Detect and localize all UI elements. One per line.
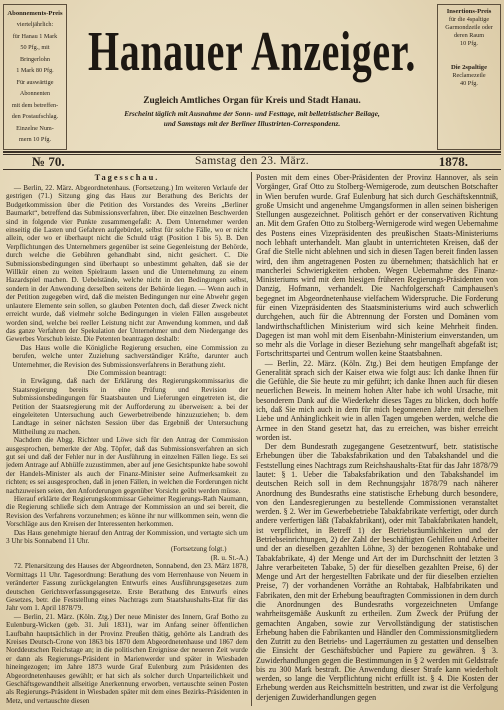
subscription-price-line: Einzelne Num- [16, 124, 54, 132]
column-2-body [256, 173, 498, 706]
subscription-price-line: 50 Pfg., mit [20, 44, 50, 52]
article-paragraph: 72. Plenarsitzung des Hauses der Abgeordneten, Sonnabend, den 23. März 1878, Vormittags 11 Uhr. Tagesordnung: Berathung des vom Herrenhause von Neuem in veränderter Fassung zurückgelangten Entwurfs eines Ausführungsgesetzes zum deutschen Gerichtsverfassungsgesetze. Erste Berathung des Entwurfs eines Gesetzes, betr. die Feststellung eines Nachtrags zum Staatshaushalts-Etat für das Jahr vom 1. April 1878/79. [6, 562, 248, 613]
article-paragraph: — Berlin, 22. März. Abgeordnetenhaus. (Fortsetzung.) Im weiteren Verlaufe der gestrigen (71.) Sitzung ging das Haus zur Berathung des Berichts der Budgetkommission über die Petition des Vorstandes des Vereins „Berliner Baumarkt“, betreffend das Submissionsverfahren, über. Die einzelnen Beschwerden sind in folgende vier Punkte zusammengefaßt: A. Dem Unternehmer werden einseitig die Lasten und Gefahren aufgebürdet, selbst für solche Fälle, wo er nicht allein, oder wo er überhaupt nicht die Schuld trägt (Position 1 bis 5). B. Den Verpflichtungen des Unternehmers gegenüber ist seine Gegenleistung der Behörde, durch welche die Gebühren gehandhabt sind, nicht gesichert. C. Die Submissionsbedingungen sind überhaupt so unbestimmt gehalten, daß sie der Willkür einen zu weiten Spielraum lassen und die Unternehmung zu einem Hazardspiel machen. D. Uebelstände, welche nicht in den Bedingungen selbst, sondern in der Anwendung derselben seitens der Behörde liegen. — Wenn auch in der Petition zugegeben wird, daß die meisten Bedingungen nur eine Abwehr gegen unlautere Elemente sein sollen, so glauben Petenten doch, daß dieser Zweck nicht erreicht wurde, daß vielmehr solche Bedingungen in vielen Fällen ausgebeutet worden sind, welche bei reeller Leistung nicht zur Anwendung kommen, und daß das ganze Verfahren der Spekulation der Unternehmer und dem Niedergange des Gewerbes Vorschub leiste. Die Petenten beantragen deshalb: [6, 184, 248, 344]
article-paragraph: — Berlin, 21. März. (Köln. Ztg.) Der neue Minister des Innern, Graf Botho zu Eulenburg-Wicken (geb. 31. Juli 1831), war im Anfang seiner öffentlichen Laufbahn hauptsächlich in der Provinz Preußen thätig, gehörte als Landrath des Kreises Deutsch-Crone von 1863 bis 1870 dem Abgeordnetenhause und 1867 dem Norddeutschen Reichstage an; in die politischen Ereignisse der neueren Zeit wurde er dann als Regierungs-Präsident in Marienwerder und später in Wiesbaden hineingezogen; im Jahre 1873 wurde Graf Eulenburg zum Präsidenten des Abgeordnetenhauses gewählt; er hat sich als solcher durch Unparteilichkeit und Geschäftsgewandtheit allseitige Anerkennung erworben, vertauschte seinen Posten als Regierungs-Präsident in Wiesbaden später mit dem eines Bezirks-Präsidenten in Metz, und vertauschte diesen [6, 612, 248, 705]
subscription-price-line: den Postaufschlag. [11, 113, 59, 121]
dateline-bottom-rule [3, 169, 501, 170]
column-1-body [6, 184, 248, 706]
continuation-note: (Fortsetzung folgt.) [170, 545, 227, 554]
advertising-rate-group [440, 8, 498, 48]
column-1 [6, 173, 248, 706]
advertising-rate-group [440, 64, 498, 88]
subscription-price-line: mern 10 Pfg. [18, 136, 52, 144]
advertising-price-line: 40 Pfg. [460, 80, 478, 87]
article-paragraph: — Berlin, 22. März. (Köln. Ztg.) Bei dem heutigen Empfange der Generalität sprach sich der Kaiser etwa wie folgt aus: Ich danke Ihnen für die Gefühle, die Sie heute zu mir geführt; ich danke Ihnen auch für diesen neuerlichen Beweis. In meinem hohen Alter habe ich wohl Ursache, mit besonderem Dank auf die Wiederkehr dieses Tages zu blicken, doch hoffe ich, daß Sie mich auch in dem für mich begonnenen Jahre mit derselben Liebe und Anhänglichkeit wie in allen Tagen umgeben werden, welche die Armee in den Stand gesetzt hat, das zu erreichen, was bisher erreicht worden ist. [256, 358, 498, 442]
article-paragraph: Hierauf erklärte der Regierungskommissar Geheimer Regierungs-Rath Naumann, die Regierung schließe sich dem Antrage der Kommission an und sei bereit, die Revision des Verfahrens vorzunehmen; es könne ihr nur willkommen sein, wenn die Vorschläge aus den Kreisen der Interessenten herkommen. [6, 495, 248, 529]
advertising-price-line: Die 2spaltige [450, 64, 488, 71]
resolution-text: Das Haus wolle die Königliche Regierung ersuchen, eine Commission zu berufen, welche unter Zuziehung sachverständiger Kräfte, darunter auch Unternehmer, die Revision des Submissionsverfahrens in Berathung zieht. [12, 343, 248, 369]
resolution-text: in Erwägung, daß nach der Erklärung des Regierungskommissarius die Staatsregierung bereits in eine Prüfung und Revision der Submissionsbedingungen für Staatsbauten und Lieferungen eingetreten ist, die Petition der Staatsregierung mit der Aufforderung zu überweisen: a. bei der eingeleiteten Untersuchung auch Gewerbetreibende hinzuzuziehen; b. dem Landtage in seiner nächsten Session über das Ergebniß der Untersuchung Mittheilung zu machen. [12, 377, 248, 436]
issue-number: № 70. [32, 154, 65, 169]
subscription-price-line: Abonnements-Preis [7, 9, 63, 17]
advertising-price-line: 10 Pfg. [460, 40, 478, 47]
newspaper-title: Hanauer Anzeiger. [88, 19, 416, 83]
article-paragraph: Der dem Bundesrath zugegangene Gesetzentwurf, betr. statistische Erhebungen über die Tabaksfabrikation und den Tabakshandel und die Feststellung eines Nachtrags zum Reichshaushalts-Etat für das Jahr 1878/79 lautet: § 1. Ueber die Tabaksfabrikation und den Tabakshandel im deutschen Reich soll in dem Rechnungsjahr 1878/79 nach näherer Anordnung des Bundesraths eine statistische Erhebung durch besondere, von den Landesregierungen zu bestellende Commissionen veranstaltet werden. § 2. Wer im Gewerbebetriebe Tabakfabrikate verfertigt, oder durch andere verfertigen läßt (Tabakfabrikant), oder mit Tabakfabrikaten handelt, ist verpflichtet, in Betreff 1) der Betriebsräumlichkeiten und der Betriebseinrichtungen, 2) der Zahl der beschäftigten Gehilfen und Arbeiter und der an dieselben gezahlten Löhne, 3) der bezogenen Rohtabake und Tabakfabrikate, 4) der Menge und Art der im Durchschnitt der letzten 3 Jahre verarbeiteten Tabake, 5) der für dieselben gezahlten Preise, 6) der Menge und Art der hergestellten Fabrikate und der für dieselben erzielten Preise, 7) der vorhandenen Vorräthe an Rohtabak, Halbfabrikaten und Fabrikaten, den mit der Erhebung beauftragten Commissionen in dem durch die Anordnungen des Bundesraths vorgezeichneten Umfange wahrheitsgemäße Auskunft zu ertheilen. Zum Zweck der Prüfung der gemachten Angaben, sowie zur Vervollständigung der statistischen Erhebung haben die Fabrikanten und Händler den Commissionsmitgliedern den Zutritt zu den Betriebs- und Lagerräumen zu gestatten und denselben die Einsicht der Geschäftsbücher und Papiere zu gewähren. § 3. Zuwiderhandlungen gegen die Bestimmungen in § 2 werden mit Geldstrafe bis zu 300 Mark bestraft. Die Anwendung dieser Strafe kann wiederholt werden, so lange die Verpflichtung nicht erfüllt ist. § 4. Die Kosten der Erhebung werden aus Reichsmitteln bestritten, und zwar ist die Verfolgung derjenigen Zuwiderhandlungen gegen [256, 442, 498, 702]
subscription-price-line: Abonnenten [19, 90, 51, 98]
publication-schedule-line: Erscheint täglich mit Ausnahme der Sonn- und Festtage, mit belletristischer Beilage, [124, 109, 380, 118]
advertising-price-box [437, 4, 501, 150]
advertising-price-line: Garmondzeile oder [445, 24, 493, 31]
source-note: (R. u. St.-A.) [210, 553, 248, 562]
advertising-price-line: Reclamezeile [452, 72, 486, 79]
article-paragraph: Das Haus genehmigte hierauf den Antrag der Kommission, und vertagte sich um 3 Uhr bis Sonnabend 11 Uhr. [6, 528, 248, 546]
article-paragraph-continued: Posten mit dem eines Ober-Präsidenten der Provinz Hannover, als sein Vorgänger, Graf Otto zu Stolberg-Wernigerode, zum deutschen Botschafter in Wien berufen wurde. Graf Eulenburg hat sich durch Geschäftskenntniß, große Umsicht und angenehme Umgangsformen in allen seinen bisherigen Stellungen ausgezeichnet. Politisch gehört er der conservativen Richtung an. Mit dem Grafen Otto zu Stolberg-Wernigerode wird wegen Uebernahme des Postens eines Vizepräsidenten des preußischen Staats-Ministeriums noch lebhaft unterhandelt. Man glaubt in unterrichteten Kreisen, daß der Graf die Stelle nicht ablehnen und sich in diesen Tagen bereit finden lassen wird, den ihm angetragenen Posten zu übernehmen; thatsächlich hat er mancherlei Schwierigkeiten erhoben. Wegen Uebernahme des Finanz-Ministeriums wird mit dem hiesigen früheren Regierungs-Präsidenten von Danzig, Hofmann, verhandelt. Die Nachfolgerschaft Camphausen's begegnet im Abgeordnetenhause vielfachem Widerspruche. Die Forderung für einen Vizepräsidenten des Staatsministeriums wird auch schwerlich durchgehen, auch für die Abtrennung der Forsten und Domänen vom landwirthschaftlichen Ministerium wird sich keine Mehrheit finden. Dagegen ist man wohl mit dem Eisenbahn-Ministerium einverstanden, um so mehr als die Vorlage in dieser Beziehung sehr mangelhaft abgefaßt ist; Fortschrittspartei und Centrum wollen keine Staatsbahnen. [256, 173, 498, 359]
publication-supplement-line: und Samstags mit der Berliner Illustrirten-Correspondenz. [163, 119, 341, 128]
column-2 [256, 173, 498, 706]
subscription-price-line: 1 Mark 80 Pfg. [16, 67, 54, 75]
column-divider [251, 172, 252, 706]
subscription-price-line: vierteljährlich: [16, 21, 54, 29]
advertising-price-line: für die 4spaltige [448, 16, 490, 23]
newspaper-subtitle: Zugleich Amtliches Organ für Kreis und Stadt Hanau. [143, 96, 361, 106]
advertising-price-line: Insertions-Preis [446, 8, 492, 15]
subscription-price-box [3, 4, 67, 150]
subscription-price-line: Bringerlohn [20, 55, 50, 63]
issue-year: 1878. [438, 154, 468, 169]
section-heading: Tagesschau. [94, 173, 160, 182]
issue-date: Samstag den 23. März. [194, 155, 310, 167]
subscription-price-line: für Hanau 1 Mark [12, 32, 58, 40]
subscription-price-line: mit dem betreffen- [11, 101, 59, 109]
article-paragraph: Nachdem die Abgg. Richter und Löwe sich für den Antrag der Commission ausgesprochen, bemerkte der Abg. Töpfer, daß das Submissionsverfahren an sich gut sei und daß der Fehler nur in der Ausführung in einzelnen Fällen liege. Es sei jedem Antrage auf Abhülfe zuzustimmen, aber auf jene Gesichtspunkte habe sowohl der Handels-Minister als auch der Finanz-Minister seine Aufmerksamkeit zu richten; es sei ausgesprochen, daß in jenen Fällen, in welchen die Forderungen nicht nachzuweisen seien, den Anforderungen gegenüber Vorsicht geübt werden müsse. [6, 436, 248, 495]
advertising-price-line: deren Raum [453, 32, 485, 39]
subscription-price-line: Für auswärtige [16, 78, 54, 86]
section-subhead: Die Commission beantragt: [87, 368, 167, 377]
